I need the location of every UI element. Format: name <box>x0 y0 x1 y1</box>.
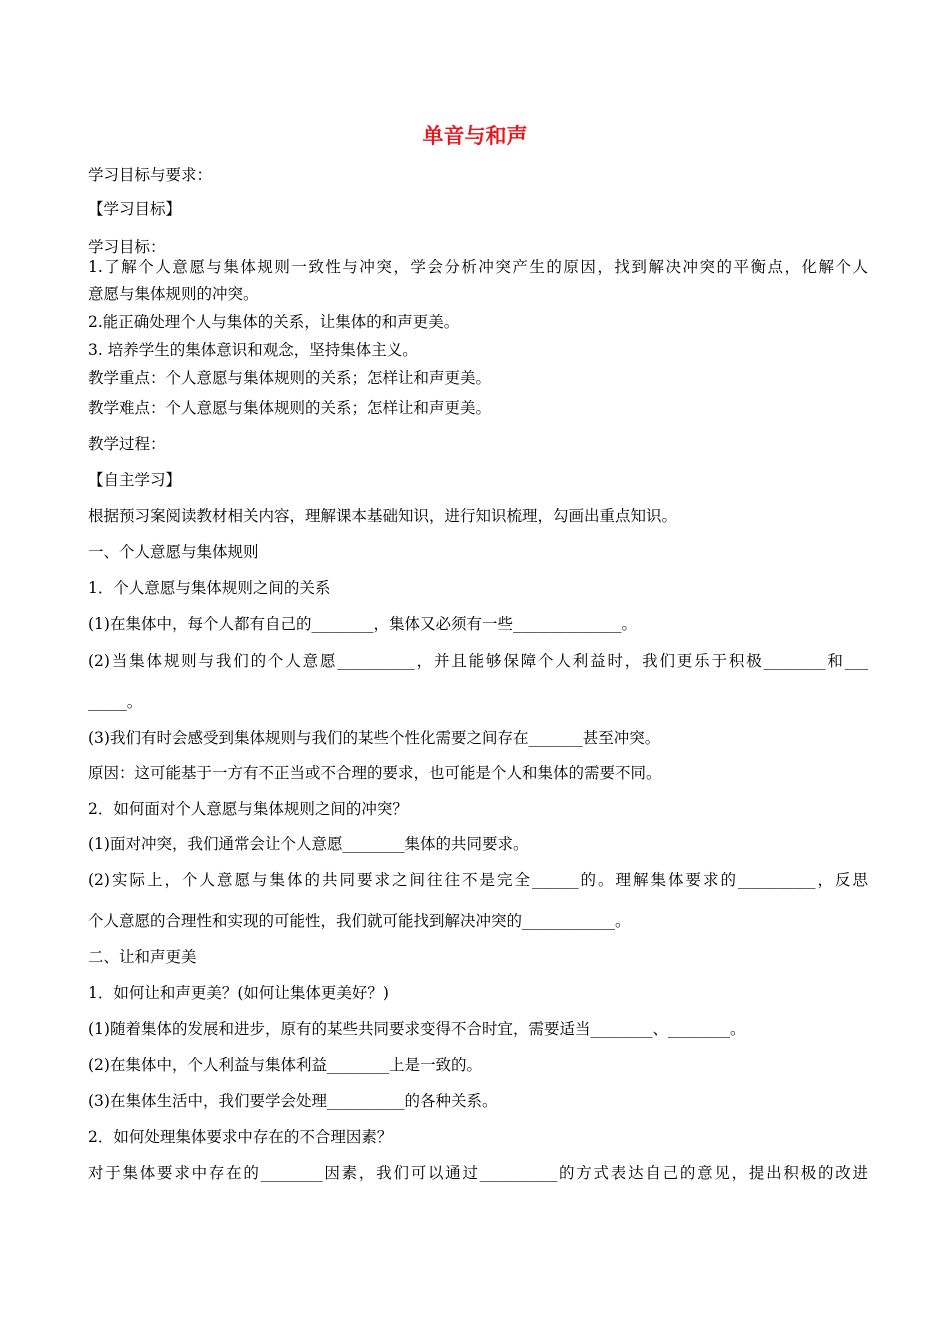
fill-blank-line: (1)随着集体的发展和进步，原有的某些共同要求变得不合时宜，需要适当________、________。 <box>88 1020 746 1038</box>
section-heading: 【自主学习】 <box>88 471 182 489</box>
text-line: 1．个人意愿与集体规则之间的关系 <box>88 579 331 597</box>
text-line: 教学难点：个人意愿与集体规则的关系；怎样让和声更美。 <box>88 399 492 417</box>
text-line: 1.了解个人意愿与集体规则一致性与冲突，学会分析冲突产生的原因，找到解决冲突的平衡点，化解个人 <box>88 258 868 276</box>
fill-blank-line: 个人意愿的合理性和实现的可能性，我们就可能找到解决冲突的____________。 <box>88 912 631 930</box>
fill-blank-line: (2)当集体规则与我们的个人意愿__________，并且能够保障个人利益时，我们更乐于积极________和___ <box>88 652 868 670</box>
text-line: 意愿与集体规则的冲突。 <box>88 285 259 303</box>
text-line: 教学重点：个人意愿与集体规则的关系；怎样让和声更美。 <box>88 369 492 387</box>
fill-blank-line: (3)我们有时会感受到集体规则与我们的某些个性化需要之间存在_______甚至冲突。 <box>88 729 661 747</box>
text-line: 原因：这可能基于一方有不正当或不合理的要求，也可能是个人和集体的需要不同。 <box>88 764 662 782</box>
section-heading: 一、个人意愿与集体规则 <box>88 543 259 561</box>
text-line: 3. 培养学生的集体意识和观念，坚持集体主义。 <box>88 341 418 359</box>
text-line: 2.能正确处理个人与集体的关系，让集体的和声更美。 <box>88 313 460 331</box>
fill-blank-line: (1)在集体中，每个人都有自己的________，集体又必须有一些______________。 <box>88 615 637 633</box>
section-heading: 【学习目标】 <box>88 200 182 218</box>
text-line: 1．如何让和声更美？(如何让集体更美好？) <box>88 984 389 1002</box>
fill-blank-line: (1)面对冲突，我们通常会让个人意愿________集体的共同要求。 <box>88 835 529 853</box>
section-heading: 二、让和声更美 <box>88 948 197 966</box>
text-line: 2．如何面对个人意愿与集体规则之间的冲突？ <box>88 800 408 818</box>
text-line: 教学过程： <box>88 435 166 453</box>
fill-blank-line: (2)在集体中，个人利益与集体利益________上是一致的。 <box>88 1056 482 1074</box>
text-line: 学习目标： <box>88 238 166 256</box>
fill-blank-line: (3)在集体生活中，我们要学会处理__________的各种关系。 <box>88 1092 498 1110</box>
fill-blank-line: (2)实际上，个人意愿与集体的共同要求之间往往不是完全______的。理解集体要求的__________，反思 <box>88 871 868 889</box>
text-line: 根据预习案阅读教材相关内容，理解课本基础知识，进行知识梳理，勾画出重点知识。 <box>88 507 678 525</box>
fill-blank-line: 对于集体要求中存在的________因素，我们可以通过__________的方式表达自己的意见，提出积极的改进 <box>88 1164 868 1182</box>
text-line: 学习目标与要求： <box>88 166 213 184</box>
fill-blank-line: _____。 <box>88 693 143 711</box>
page-title: 单音与和声 <box>422 124 528 148</box>
text-line: 2．如何处理集体要求中存在的不合理因素？ <box>88 1128 393 1146</box>
